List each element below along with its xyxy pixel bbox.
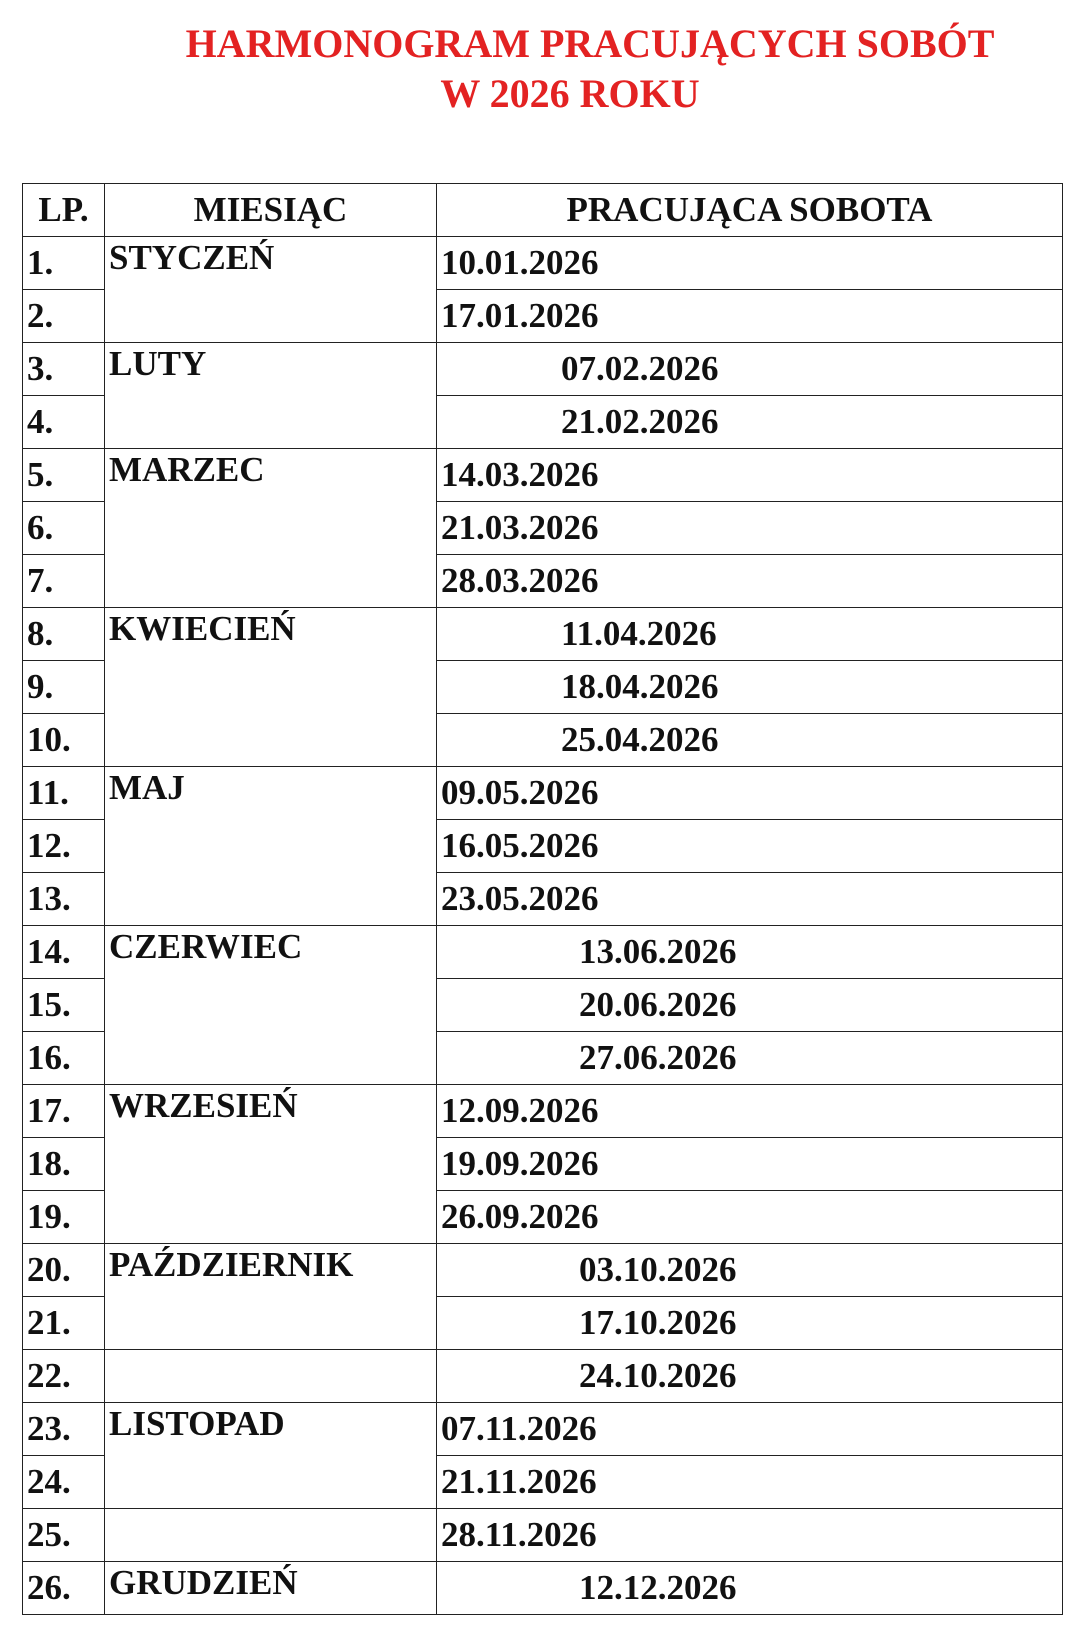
date-cell: 03.10.2026: [437, 1244, 1063, 1297]
date-cell: 12.12.2026: [437, 1562, 1063, 1615]
date-cell: 23.05.2026: [437, 873, 1063, 926]
table-row: [23, 608, 1063, 661]
row-number: 23.: [23, 1403, 105, 1456]
month-cell: LISTOPAD: [105, 1403, 437, 1509]
month-cell: LUTY: [105, 343, 437, 449]
date-cell: 25.04.2026: [437, 714, 1063, 767]
row-number: 22.: [23, 1350, 105, 1403]
date-cell: 28.03.2026: [437, 555, 1063, 608]
table-row: [23, 1085, 1063, 1138]
table-row: [23, 449, 1063, 502]
page-subtitle: W 2026 ROKU: [440, 71, 700, 116]
header-month: MIESIĄC: [105, 184, 437, 237]
date-cell: 13.06.2026: [437, 926, 1063, 979]
month-cell: PAŹDZIERNIK: [105, 1244, 437, 1350]
date-cell: 26.09.2026: [437, 1191, 1063, 1244]
row-number: 15.: [23, 979, 105, 1032]
row-number: 1.: [23, 237, 105, 290]
date-cell: 14.03.2026: [437, 449, 1063, 502]
month-cell: MARZEC: [105, 449, 437, 608]
date-cell: 17.10.2026: [437, 1297, 1063, 1350]
row-number: 24.: [23, 1456, 105, 1509]
date-cell: 07.02.2026: [437, 343, 1063, 396]
row-number: 7.: [23, 555, 105, 608]
table-row: [23, 1562, 1063, 1615]
row-number: 8.: [23, 608, 105, 661]
row-number: 3.: [23, 343, 105, 396]
row-number: 2.: [23, 290, 105, 343]
row-number: 9.: [23, 661, 105, 714]
table-header-row: [23, 184, 1063, 237]
date-cell: 18.04.2026: [437, 661, 1063, 714]
row-number: 17.: [23, 1085, 105, 1138]
date-cell: 16.05.2026: [437, 820, 1063, 873]
table-row: [23, 237, 1063, 290]
month-cell: STYCZEŃ: [105, 237, 437, 343]
table-row: [23, 1244, 1063, 1297]
row-number: 5.: [23, 449, 105, 502]
date-cell: 24.10.2026: [437, 1350, 1063, 1403]
month-cell-empty: [105, 1509, 437, 1562]
row-number: 25.: [23, 1509, 105, 1562]
date-cell: 27.06.2026: [437, 1032, 1063, 1085]
row-number: 6.: [23, 502, 105, 555]
month-cell: MAJ: [105, 767, 437, 926]
table-row: [23, 343, 1063, 396]
row-number: 18.: [23, 1138, 105, 1191]
row-number: 13.: [23, 873, 105, 926]
table-row: [23, 767, 1063, 820]
table-row: [23, 1509, 1063, 1562]
row-number: 11.: [23, 767, 105, 820]
header-saturday: PRACUJĄCA SOBOTA: [437, 184, 1063, 237]
date-cell: 17.01.2026: [437, 290, 1063, 343]
date-cell: 12.09.2026: [437, 1085, 1063, 1138]
row-number: 19.: [23, 1191, 105, 1244]
month-cell: KWIECIEŃ: [105, 608, 437, 767]
date-cell: 19.09.2026: [437, 1138, 1063, 1191]
date-cell: 20.06.2026: [437, 979, 1063, 1032]
date-cell: 10.01.2026: [437, 237, 1063, 290]
row-number: 12.: [23, 820, 105, 873]
month-cell: WRZESIEŃ: [105, 1085, 437, 1244]
row-number: 14.: [23, 926, 105, 979]
date-cell: 07.11.2026: [437, 1403, 1063, 1456]
row-number: 21.: [23, 1297, 105, 1350]
row-number: 4.: [23, 396, 105, 449]
row-number: 16.: [23, 1032, 105, 1085]
row-number: 10.: [23, 714, 105, 767]
row-number: 20.: [23, 1244, 105, 1297]
page-title: HARMONOGRAM PRACUJĄCYCH SOBÓT: [185, 21, 995, 66]
month-cell: CZERWIEC: [105, 926, 437, 1085]
month-cell: GRUDZIEŃ: [105, 1562, 437, 1615]
schedule-table: [22, 183, 1063, 1615]
table-row: [23, 926, 1063, 979]
date-cell: 21.02.2026: [437, 396, 1063, 449]
table-row: [23, 1403, 1063, 1456]
date-cell: 28.11.2026: [437, 1509, 1063, 1562]
date-cell: 21.11.2026: [437, 1456, 1063, 1509]
date-cell: 21.03.2026: [437, 502, 1063, 555]
date-cell: 09.05.2026: [437, 767, 1063, 820]
header-lp: LP.: [23, 184, 105, 237]
row-number: 26.: [23, 1562, 105, 1615]
table-row: [23, 1350, 1063, 1403]
date-cell: 11.04.2026: [437, 608, 1063, 661]
month-cell-empty: [105, 1350, 437, 1403]
